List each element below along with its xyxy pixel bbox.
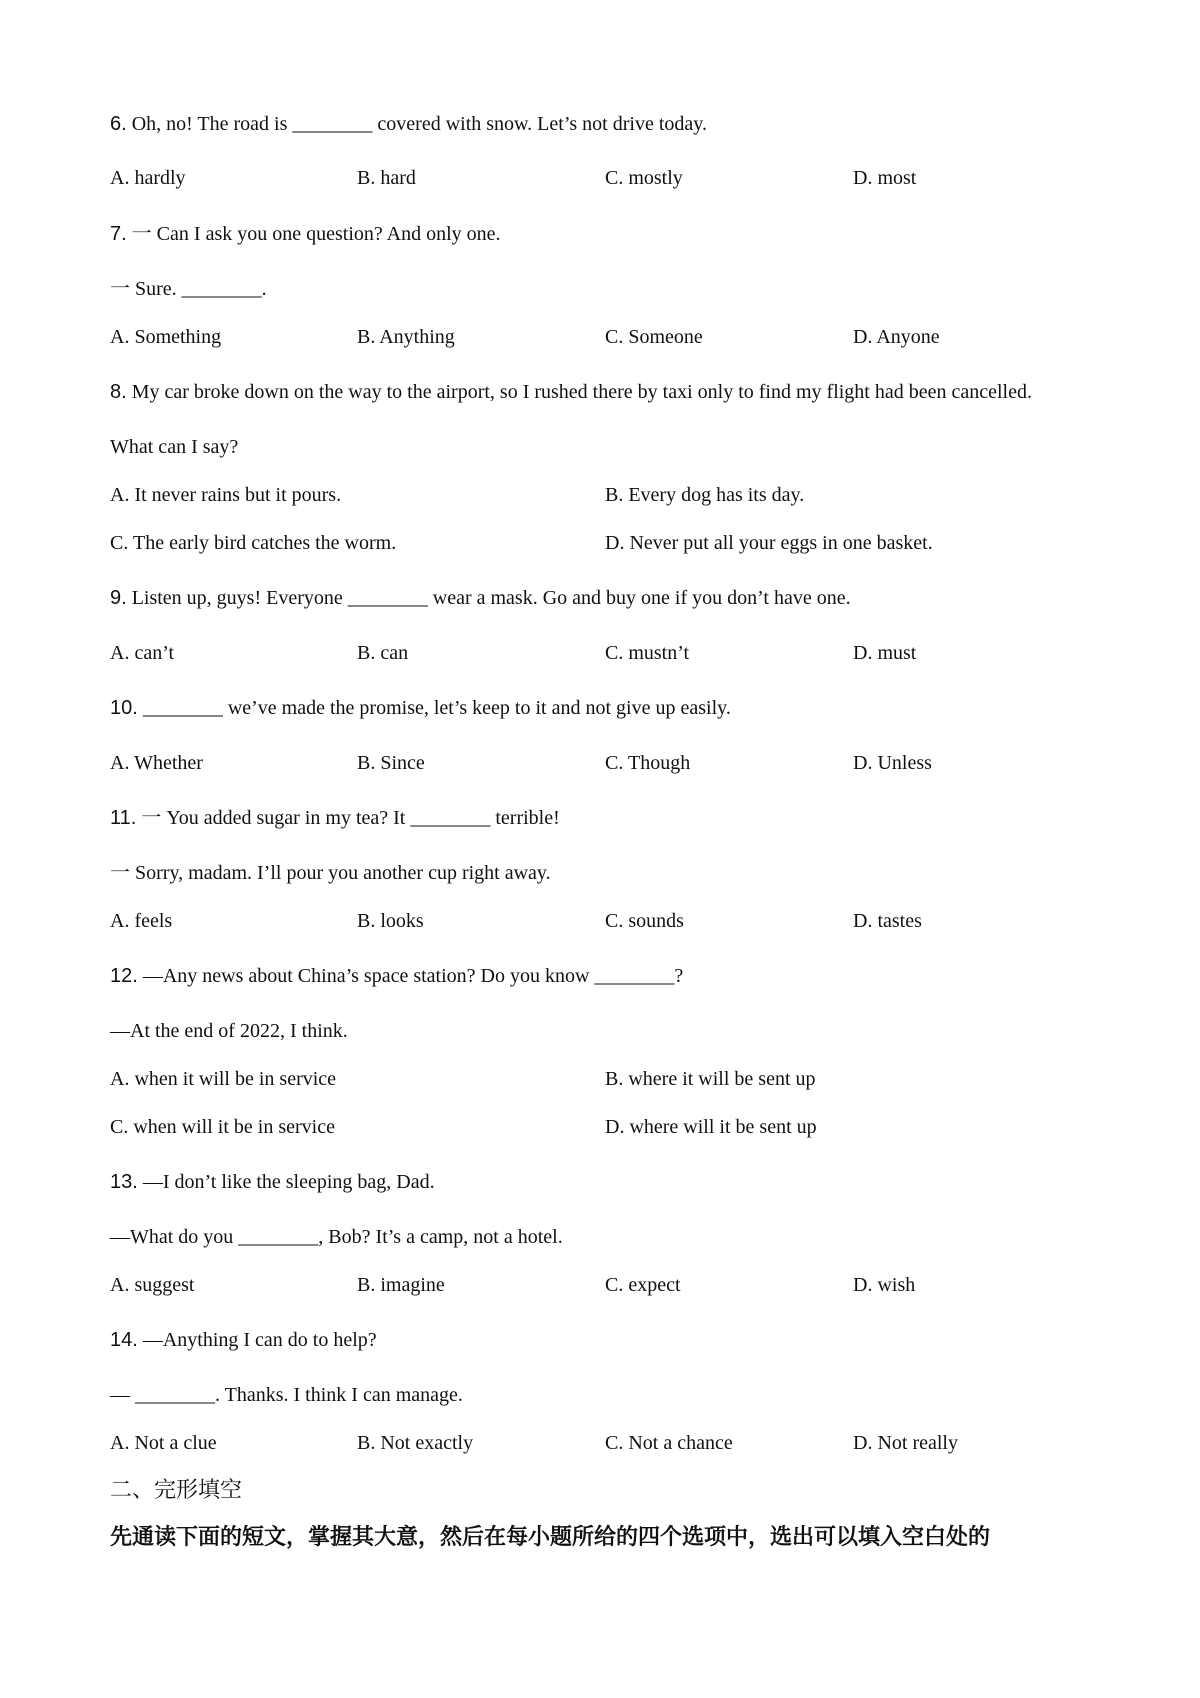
- question-stem: —Anything I can do to help?: [142, 1329, 377, 1351]
- question-10: [110, 695, 731, 721]
- question-number: 11.: [110, 807, 137, 829]
- question-stem: ________ we’ve made the promise, let’s keep to it and not give up easily.: [142, 697, 731, 719]
- option-d: D. Never put all your eggs in one basket.: [605, 532, 933, 554]
- question-stem: Oh, no! The road is ________ covered with snow. Let’s not drive today.: [131, 113, 707, 135]
- question-9: [110, 585, 851, 611]
- question-11: [110, 805, 560, 831]
- question-14: [110, 1327, 377, 1353]
- option-a: A. hardly: [110, 167, 186, 189]
- question-number: 9.: [110, 587, 127, 609]
- question-7: [110, 221, 501, 247]
- question-reply: 一 Sorry, madam. I’ll pour you another cup right away.: [110, 862, 551, 884]
- option-a: A. feels: [110, 910, 173, 932]
- question-number: 10.: [110, 697, 138, 719]
- option-d: D. where will it be sent up: [605, 1116, 817, 1138]
- question-number: 8.: [110, 381, 127, 403]
- option-c: C. mustn’t: [605, 642, 690, 664]
- option-d: D. Anyone: [853, 326, 940, 348]
- option-c: C. mostly: [605, 167, 683, 189]
- question-stem: My car broke down on the way to the airport, so I rushed there by taxi only to find my flight had been cancelled.: [131, 381, 1032, 403]
- question-stem: —I don’t like the sleeping bag, Dad.: [142, 1171, 435, 1193]
- option-d: D. Not really: [853, 1432, 958, 1454]
- question-reply: — ________. Thanks. I think I can manage.: [110, 1384, 463, 1406]
- option-a: A. when it will be in service: [110, 1068, 337, 1090]
- option-c: C. Not a chance: [605, 1432, 733, 1454]
- question-number: 7.: [110, 223, 127, 245]
- question-reply: —At the end of 2022, I think.: [110, 1020, 348, 1042]
- question-12: [110, 963, 683, 989]
- question-6: [110, 111, 707, 137]
- option-c: C. expect: [605, 1274, 681, 1296]
- option-c: C. Though: [605, 752, 691, 774]
- question-stem: 一 You added sugar in my tea? It ________ terrible!: [141, 807, 560, 829]
- option-b: B. hard: [357, 167, 416, 189]
- option-c: C. when will it be in service: [110, 1116, 335, 1138]
- option-d: D. wish: [853, 1274, 916, 1296]
- option-c: C. sounds: [605, 910, 684, 932]
- option-a: A. Not a clue: [110, 1432, 217, 1454]
- question-number: 6.: [110, 113, 127, 135]
- question-number: 12.: [110, 965, 138, 987]
- option-a: A. can’t: [110, 642, 175, 664]
- option-b: B. Every dog has its day.: [605, 484, 805, 506]
- option-b: B. Anything: [357, 326, 455, 348]
- option-b: B. looks: [357, 910, 424, 932]
- question-stem: —Any news about China’s space station? Do you know ________?: [142, 965, 684, 987]
- option-d: D. most: [853, 167, 917, 189]
- option-d: D. tastes: [853, 910, 922, 932]
- question-13: [110, 1169, 435, 1195]
- section-heading: 二、完形填空: [110, 1478, 243, 1503]
- option-b: B. Not exactly: [357, 1432, 474, 1454]
- option-a: A. Whether: [110, 752, 203, 774]
- option-d: D. must: [853, 642, 917, 664]
- option-b: B. Since: [357, 752, 425, 774]
- option-b: B. where it will be sent up: [605, 1068, 816, 1090]
- option-a: A. suggest: [110, 1274, 195, 1296]
- option-b: B. can: [357, 642, 409, 664]
- option-c: C. The early bird catches the worm.: [110, 532, 397, 554]
- question-stem-continued: What can I say?: [110, 436, 239, 458]
- question-number: 13.: [110, 1171, 138, 1193]
- question-stem: 一 Can I ask you one question? And only one.: [131, 223, 501, 245]
- option-c: C. Someone: [605, 326, 703, 348]
- question-reply: 一 Sure. ________.: [110, 278, 267, 300]
- question-reply: —What do you ________, Bob? It’s a camp, not a hotel.: [110, 1226, 563, 1248]
- option-b: B. imagine: [357, 1274, 445, 1296]
- option-a: A. It never rains but it pours.: [110, 484, 342, 506]
- question-8: [110, 379, 1032, 405]
- question-number: 14.: [110, 1329, 138, 1351]
- option-d: D. Unless: [853, 752, 932, 774]
- question-stem: Listen up, guys! Everyone ________ wear a mask. Go and buy one if you don’t have one.: [131, 587, 851, 609]
- section-instruction: 先通读下面的短文，掌握其大意，然后在每小题所给的四个选项中，选出可以填入空白处的: [110, 1525, 991, 1550]
- option-a: A. Something: [110, 326, 222, 348]
